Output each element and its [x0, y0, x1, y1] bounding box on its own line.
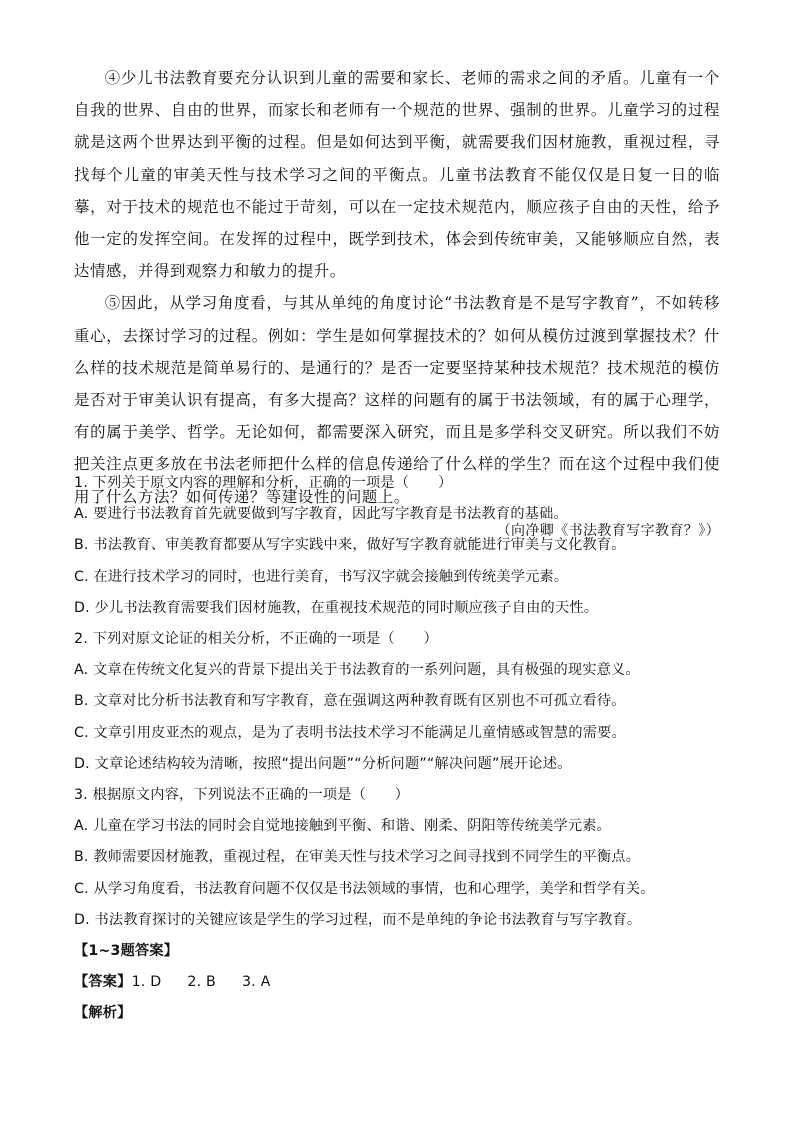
option-d: D. 少儿书法教育需要我们因材施教，在重视技术规范的同时顺应孩子自由的天性。: [74, 599, 599, 616]
answer-3: 3. A: [241, 974, 271, 991]
question-3: [74, 780, 734, 936]
question-stem: 2. 下列对原文论证的相关分析，不正确的一项是（ ）: [74, 631, 438, 648]
option-d: D. 文章论述结构较为清晰，按照“提出问题”“分析问题”“解决问题”展开论述。: [74, 755, 572, 772]
source-citation: （向净卿《书法教育写字教育？》）: [496, 522, 720, 539]
answer-section-header: 【1~3题答案】: [74, 943, 179, 960]
option-c: C. 从学习角度看，书法教育问题不仅仅是书法领域的事情，也和心理学，美学和哲学有关。: [74, 880, 655, 897]
option-b: B. 教师需要因材施教，重视过程，在审美天性与技术学习之间寻找到不同学生的平衡点。: [74, 849, 641, 866]
option-b: B. 文章对比分析书法教育和写字教育，意在强调这两种教育既有区别也不可孤立看待。: [74, 693, 626, 710]
option-a: A. 文章在传统文化复兴的背景下提出关于书法教育的一系列问题，具有极强的现实意义。: [74, 662, 640, 679]
option-c: C. 在进行技术学习的同时，也进行美育，书写汉字就会接触到传统美学元素。: [74, 568, 569, 585]
paragraph-5: ⑤因此，从学习角度看，与其从单纯的角度讨论“书法教育是不是写字教育”，不如转移重心，去探讨学习的过程。例如：学生是如何掌握技术的？如何从模仿过渡到掌握技术？什么样的技术规范是简单易行的、是通行的？是否一定要坚持某种技术规范？技术规范的模仿是否对于审美认识有提高，有多大提高？这样的问题有的属于书法领域，有的属于心理学，有的属于美学、哲学。无论如何，都需要深入研究，而且是多学科交叉研究。所以我们不妨把关注点更多放在书法老师把什么样的信息传递给了什么样的学生？而在这个过程中我们使用了什么方法？如何传递？等建设性的问题上。: [74, 294, 720, 506]
analysis-header: 【解析】: [74, 1005, 132, 1022]
answer-label: 【答案】: [74, 974, 132, 991]
question-stem: 1. 下列关于原文内容的理解和分析，正确的一项是（ ）: [74, 475, 453, 491]
option-a: A. 要进行书法教育首先就要做到写字教育，因此写字教育是书法教育的基础。: [74, 506, 568, 523]
question-list: [74, 468, 734, 1030]
option-c: C. 文章引用皮亚杰的观点，是为了表明书法技术学习不能满足儿童情感或智慧的需要。: [74, 724, 626, 741]
answer-line: [74, 967, 734, 998]
option-a: A. 儿童在学习书法的同时会自觉地接触到平衡、和谐、刚柔、阴阳等传统美学元素。: [74, 818, 612, 835]
question-1: [74, 468, 734, 624]
paragraph-4: ④少儿书法教育要充分认识到儿童的需要和家长、老师的需求之间的矛盾。儿童有一个自我的世界、自由的世界，而家长和老师有一个规范的世界、强制的世界。儿童学习的过程就是这两个世界达到平衡的过程。但是如何达到平衡，就需要我们因材施教，重视过程，寻找每个儿童的审美天性与技术学习之间的平衡点。儿童书法教育不能仅仅是日复一日的临摹，对于技术的规范也不能过于苛刻，可以在一定技术规范内，顺应孩子自由的天性，给予他一定的发挥空间。在发挥的过程中，既学到技术，体会到传统审美，又能够顺应自然，表达情感，并得到观察力和敏力的提升。: [74, 69, 720, 281]
option-d: D. 书法教育探讨的关键应该是学生的学习过程，而不是单纯的争论书法教育与写字教育。: [74, 911, 642, 928]
answer-1: 1. D: [131, 974, 162, 991]
question-2: [74, 624, 734, 780]
option-b: B. 书法教育、审美教育都要从写字实践中来，做好写字教育就能进行审美与文化教育。: [74, 537, 626, 554]
question-stem: 3. 根据原文内容，下列说法不正确的一项是（ ）: [74, 787, 410, 804]
answer-2: 2. B: [187, 974, 216, 991]
